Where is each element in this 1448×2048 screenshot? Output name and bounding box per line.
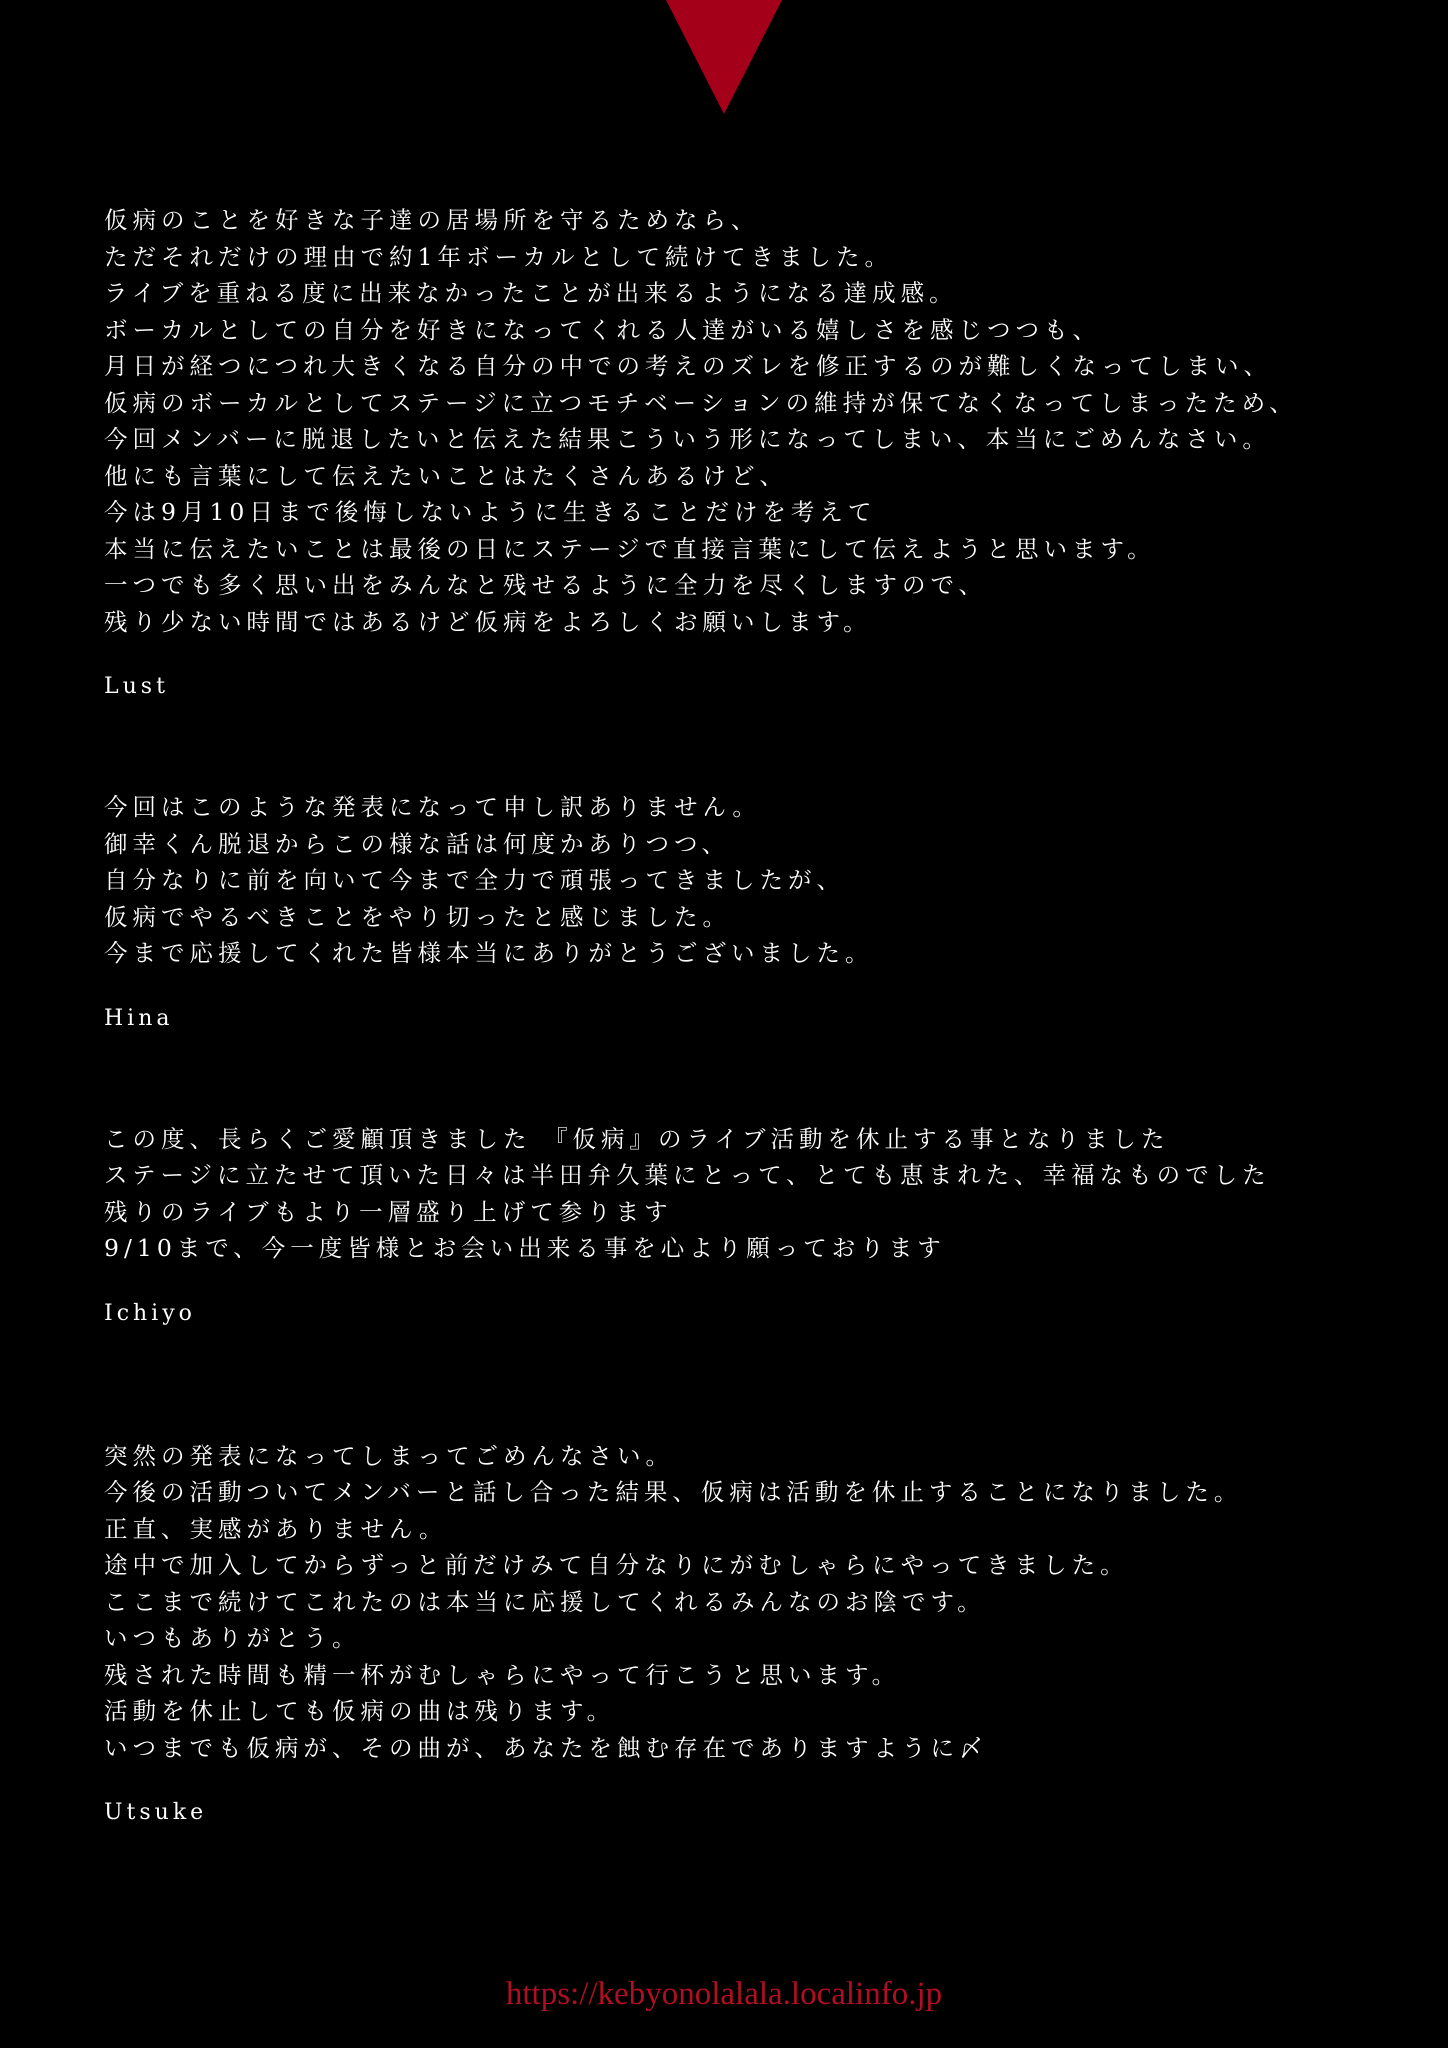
message-hina	[104, 789, 1404, 972]
message-line: 一つでも多く思い出をみんなと残せるように全力を尽くしますので、	[104, 571, 988, 599]
signature-utsuke: Utsuke	[104, 1800, 208, 1825]
message-line: 残り少ない時間ではあるけど仮病をよろしくお願いします。	[104, 607, 872, 636]
message-line: 途中で加入してからずっと前だけみて自分なりにがむしゃらにやってきました。	[104, 1551, 1129, 1579]
message-line: 今回はこのような発表になって申し訳ありません。	[104, 793, 761, 821]
message-line: この度、長らくご愛顧頂きました 『仮病』のライブ活動を休止する事となりました	[104, 1124, 1170, 1153]
message-line: ここまで続けてこれたのは本当に応援してくれるみんなのお陰です。	[104, 1587, 986, 1616]
message-line: 突然の発表になってしまってごめんなさい。	[104, 1441, 674, 1470]
message-ichiyo	[104, 1121, 1404, 1267]
message-line: 自分なりに前を向いて今まで全力で頑張ってきましたが、	[104, 866, 845, 894]
message-line: 仮病のボーカルとしてステージに立つモチベーションの維持が保てなくなってしまったため、	[104, 388, 1298, 417]
message-line: 今回メンバーに脱退したいと伝えた結果こういう形になってしまい、本当にごめんなさい。	[104, 425, 1271, 453]
message-line: 残された時間も精一杯がむしゃらにやって行こうと思います。	[104, 1660, 901, 1689]
message-line: 今は9月10日まで後悔しないように生きることだけを考えて	[104, 498, 877, 526]
message-line: ボーカルとしての自分を好きになってくれる人達がいる嬉しさを感じつつも、	[104, 315, 1102, 344]
statement-content	[104, 202, 1404, 1825]
message-line: 9/10まで、今一度皆様とお会い出来る事を心より願っております	[104, 1234, 946, 1262]
message-line: 仮病でやるべきことをやり切ったと感じました。	[104, 902, 731, 931]
signature-lust: Lust	[104, 674, 169, 699]
signature-hina: Hina	[104, 1005, 174, 1031]
signature-ichiyo: Ichiyo	[104, 1300, 196, 1326]
message-line: いつまでも仮病が、その曲が、あなたを蝕む存在でありますように〆	[104, 1733, 988, 1762]
message-line: 仮病のことを好きな子達の居場所を守るためなら、	[104, 206, 760, 234]
message-line: 月日が経つにつれ大きくなる自分の中での考えのズレを修正するのが難しくなってしまい、	[104, 352, 1273, 380]
message-lust	[104, 202, 1404, 640]
message-line: ライブを重ねる度に出来なかったことが出来るようになる達成感。	[104, 279, 958, 307]
message-line: ただそれだけの理由で約1年ボーカルとして続けてきました。	[104, 242, 893, 271]
message-line: 今後の活動ついてメンバーと話し合った結果、仮病は活動を休止することになりました。	[104, 1478, 1243, 1506]
message-line: 活動を休止しても仮病の曲は残ります。	[104, 1697, 616, 1725]
website-link[interactable]: https://kebyonolalala.localinfo.jp	[505, 1976, 943, 2012]
message-line: 今まで応援してくれた皆様本当にありがとうございました。	[104, 939, 874, 967]
message-line: 正直、実感がありません。	[104, 1514, 448, 1543]
message-line: 他にも言葉にして伝えたいことはたくさんあるけど、	[104, 461, 788, 490]
message-line: 御幸くん脱退からこの様な話は何度かありつつ、	[104, 829, 731, 858]
message-line: 本当に伝えたいことは最後の日にステージで直接言葉にして伝えようと思います。	[104, 534, 1156, 563]
message-utsuke	[104, 1438, 1404, 1767]
message-line: 残りのライブもより一層盛り上げて参ります	[104, 1197, 673, 1226]
red-triangle-ornament	[0, 0, 1448, 120]
message-line: いつもありがとう。	[104, 1624, 361, 1652]
message-line: ステージに立たせて頂いた日々は半田弁久葉にとって、とても恵まれた、幸福なものでした	[104, 1161, 1271, 1189]
